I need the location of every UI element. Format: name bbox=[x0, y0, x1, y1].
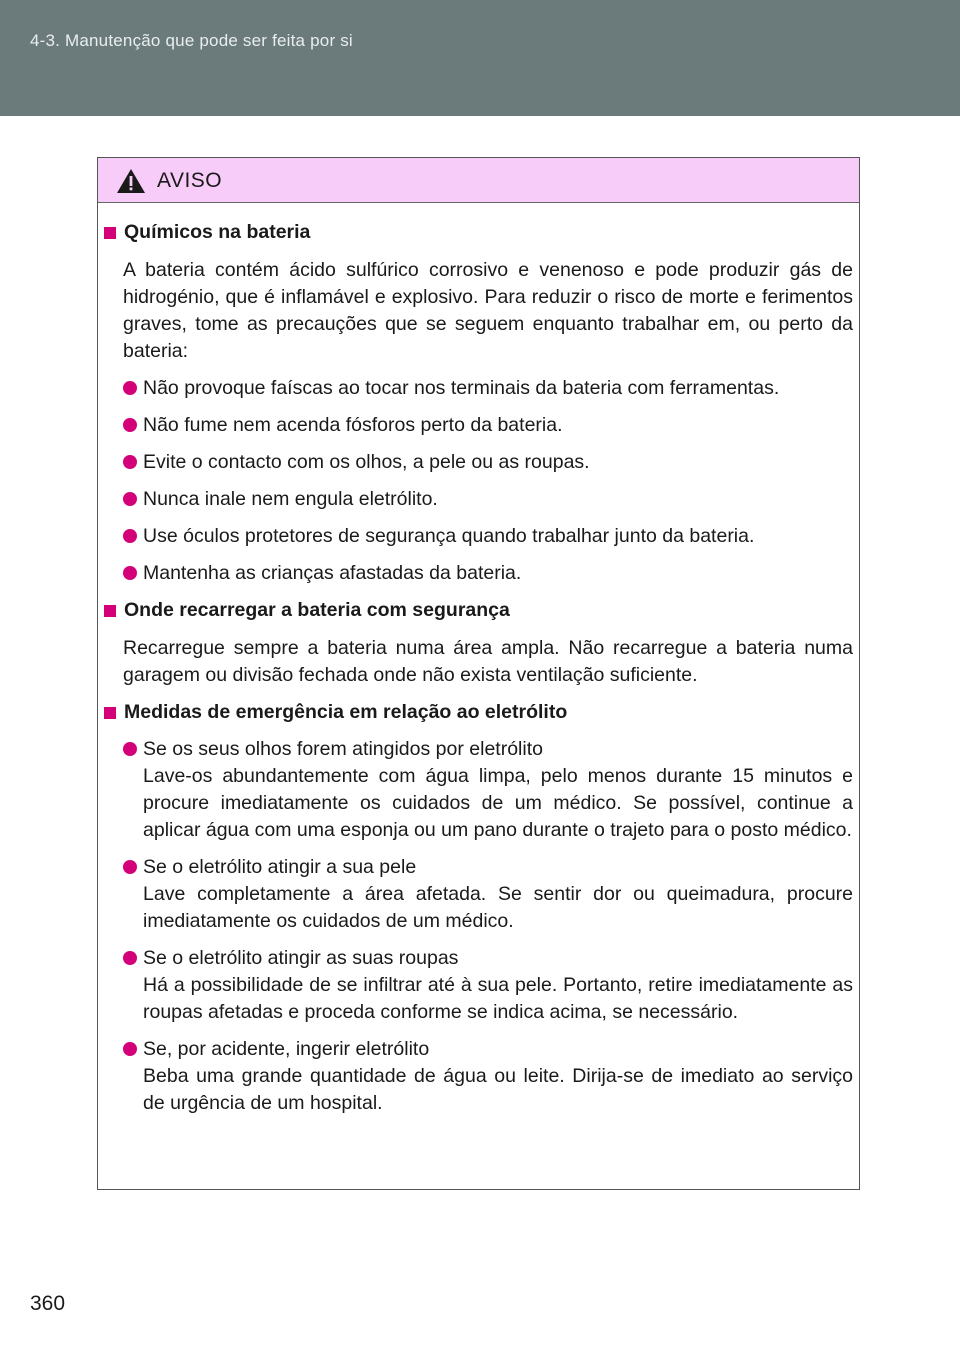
list-item bbox=[123, 560, 853, 587]
list-item bbox=[123, 945, 853, 1026]
section-title bbox=[104, 699, 853, 726]
section-title bbox=[104, 219, 853, 246]
warning-title: AVISO bbox=[157, 169, 223, 192]
list-item-text bbox=[143, 1036, 853, 1117]
warning-content bbox=[98, 202, 861, 1117]
section-paragraph: A bateria contém ácido sulfúrico corrosivo e venenoso e pode produzir gás de hidrogénio, que é inflamável e explosivo. Para reduzir o risco de morte e ferimentos graves, tome as precauções que se seguem enquanto trabalhar em, ou perto da bateria: bbox=[123, 259, 853, 362]
list-item-heading: Se os seus olhos forem atingidos por eletrólito bbox=[143, 738, 543, 760]
list-item bbox=[123, 523, 853, 550]
list-item-text: Nunca inale nem engula eletrólito. bbox=[143, 488, 438, 510]
list-item-text: Não provoque faíscas ao tocar nos terminais da bateria com ferramentas. bbox=[143, 377, 780, 399]
warning-box bbox=[97, 157, 860, 1190]
list-item-text bbox=[143, 736, 853, 844]
round-bullet-icon bbox=[123, 455, 137, 469]
list-item-body: Beba uma grande quantidade de água ou leite. Dirija-se de imediato ao serviço de urgência de um hospital. bbox=[143, 1065, 853, 1114]
page-header bbox=[0, 0, 960, 116]
list-item-text bbox=[143, 945, 853, 1026]
warning-header bbox=[98, 158, 859, 203]
list-item bbox=[123, 412, 853, 439]
list-item bbox=[123, 1036, 853, 1117]
list-item bbox=[123, 449, 853, 476]
square-bullet-icon bbox=[104, 707, 116, 719]
warning-triangle-icon bbox=[116, 168, 146, 194]
list-item-heading: Se o eletrólito atingir a sua pele bbox=[143, 856, 417, 878]
round-bullet-icon bbox=[123, 381, 137, 395]
round-bullet-icon bbox=[123, 418, 137, 432]
round-bullet-icon bbox=[123, 951, 137, 965]
list-item-body: Há a possibilidade de se infiltrar até à sua pele. Portanto, retire imediatamente as roupas afetadas e proceda conforme se indica acima, se necessário. bbox=[143, 974, 853, 1023]
section-title-text: Onde recarregar a bateria com segurança bbox=[124, 599, 510, 621]
list-item-body: Lave completamente a área afetada. Se sentir dor ou queimadura, procure imediatamente os cuidados de um médico. bbox=[143, 883, 853, 932]
list-item-body: Lave-os abundantemente com água limpa, pelo menos durante 15 minutos e procure imediatamente os cuidados de um médico. Se possível, continue a aplicar água com uma esponja ou um pano durante o trajeto para o posto médico. bbox=[143, 765, 853, 841]
list-item bbox=[123, 486, 853, 513]
round-bullet-icon bbox=[123, 1042, 137, 1056]
list-item bbox=[123, 375, 853, 402]
round-bullet-icon bbox=[123, 742, 137, 756]
list-item-text: Evite o contacto com os olhos, a pele ou as roupas. bbox=[143, 451, 590, 473]
round-bullet-icon bbox=[123, 529, 137, 543]
round-bullet-icon bbox=[123, 492, 137, 506]
list-item bbox=[123, 854, 853, 935]
list-item-text: Não fume nem acenda fósforos perto da bateria. bbox=[143, 414, 563, 436]
header-title: 4-3. Manutenção que pode ser feita por si bbox=[30, 31, 353, 50]
page-number: 360 bbox=[30, 1292, 66, 1315]
section-title-text: Químicos na bateria bbox=[124, 221, 311, 243]
round-bullet-icon bbox=[123, 566, 137, 580]
square-bullet-icon bbox=[104, 605, 116, 617]
section-paragraph: Recarregue sempre a bateria numa área ampla. Não recarregue a bateria numa garagem ou divisão fechada onde não exista ventilação suficiente. bbox=[123, 637, 853, 686]
list-item-text: Mantenha as crianças afastadas da bateria. bbox=[143, 562, 522, 584]
section-title-text: Medidas de emergência em relação ao eletrólito bbox=[124, 701, 568, 723]
list-item-heading: Se, por acidente, ingerir eletrólito bbox=[143, 1038, 430, 1060]
list-item-heading: Se o eletrólito atingir as suas roupas bbox=[143, 947, 459, 969]
list-item bbox=[123, 736, 853, 844]
round-bullet-icon bbox=[123, 860, 137, 874]
square-bullet-icon bbox=[104, 227, 116, 239]
list-item-text: Use óculos protetores de segurança quando trabalhar junto da bateria. bbox=[143, 525, 755, 547]
section-title bbox=[104, 597, 853, 624]
list-item-text bbox=[143, 854, 853, 935]
